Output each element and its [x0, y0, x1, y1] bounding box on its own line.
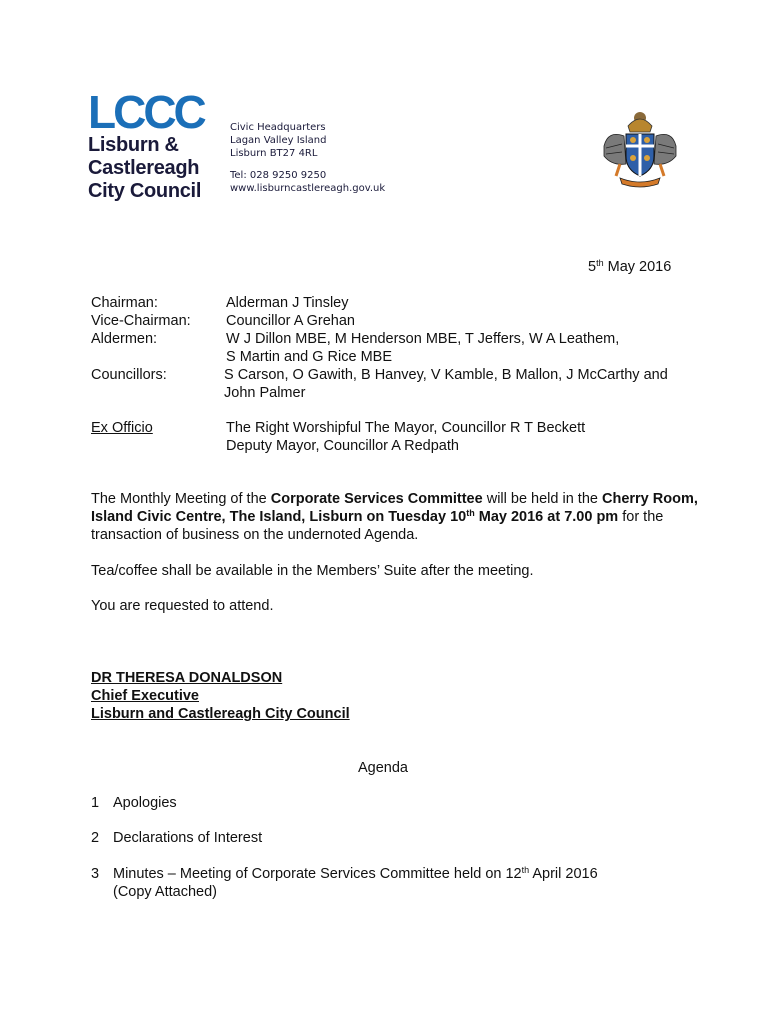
agenda-heading: Agenda [358, 760, 408, 776]
member-names: S Carson, O Gawith, B Hanvey, V Kamble, B Mallon, J McCarthy and [224, 367, 668, 383]
address-block [230, 121, 385, 195]
refreshments-note: Tea/coffee shall be available in the Members’ Suite after the meeting. [91, 563, 534, 579]
role-label: Ex Officio [91, 420, 153, 436]
coat-of-arms-icon [598, 108, 682, 192]
member-names: Alderman J Tinsley [226, 295, 349, 311]
address-line: Lisburn BT27 4RL [230, 148, 318, 159]
role-label: Vice-Chairman: [91, 313, 191, 329]
logo-line: City Council [88, 180, 202, 202]
council-logo [88, 86, 204, 203]
meeting-notice: The Monthly Meeting of the Corporate Services Committee will be held in the Cherry Room, Island Civic Centre, The Island, Lisburn on Tuesday 10th May 2016 at 7.00 pm for the transaction of business on the undernoted Agenda. [91, 491, 698, 543]
signatory-name: DR THERESA DONALDSON [91, 670, 283, 686]
logo-line: Castlereagh [88, 157, 200, 179]
address-line: Lagan Valley Island [230, 135, 327, 146]
attendance-request: You are requested to attend. [91, 598, 274, 614]
signatory-organisation: Lisburn and Castlereagh City Council [91, 706, 350, 722]
logo-line: Lisburn & [88, 134, 179, 156]
address-line: Civic Headquarters [230, 122, 326, 133]
member-names: The Right Worshipful The Mayor, Councillor R T Beckett [226, 420, 586, 436]
logo-text [88, 134, 204, 203]
role-label: Chairman: [91, 295, 158, 311]
role-label: Councillors: [91, 367, 167, 383]
agenda-item-number: 3 [91, 866, 100, 882]
role-label: Aldermen: [91, 331, 158, 347]
member-names: Councillor A Grehan [226, 313, 355, 329]
website: www.lisburncastlereagh.gov.uk [230, 183, 386, 194]
agenda-item-number: 2 [91, 830, 100, 846]
letter-date: 5th May 2016 [588, 258, 672, 275]
agenda-item-text: Apologies [113, 795, 177, 811]
agenda-item-text: Minutes – Meeting of Corporate Services Committee held on 12th April 2016 [113, 865, 598, 882]
member-names: Deputy Mayor, Councillor A Redpath [226, 438, 459, 454]
agenda-item-text: Declarations of Interest [113, 830, 263, 846]
telephone: Tel: 028 9250 9250 [230, 170, 327, 181]
agenda-item-number: 1 [91, 795, 100, 811]
signatory-title: Chief Executive [91, 688, 199, 704]
agenda-item-note: (Copy Attached) [113, 884, 217, 900]
date-suffix: th [596, 258, 604, 268]
member-names: W J Dillon MBE, M Henderson MBE, T Jeffers, W A Leathem, [226, 331, 620, 347]
member-names: S Martin and G Rice MBE [226, 349, 392, 365]
member-names: John Palmer [224, 385, 306, 401]
logo-mark: LCCC [88, 86, 204, 138]
